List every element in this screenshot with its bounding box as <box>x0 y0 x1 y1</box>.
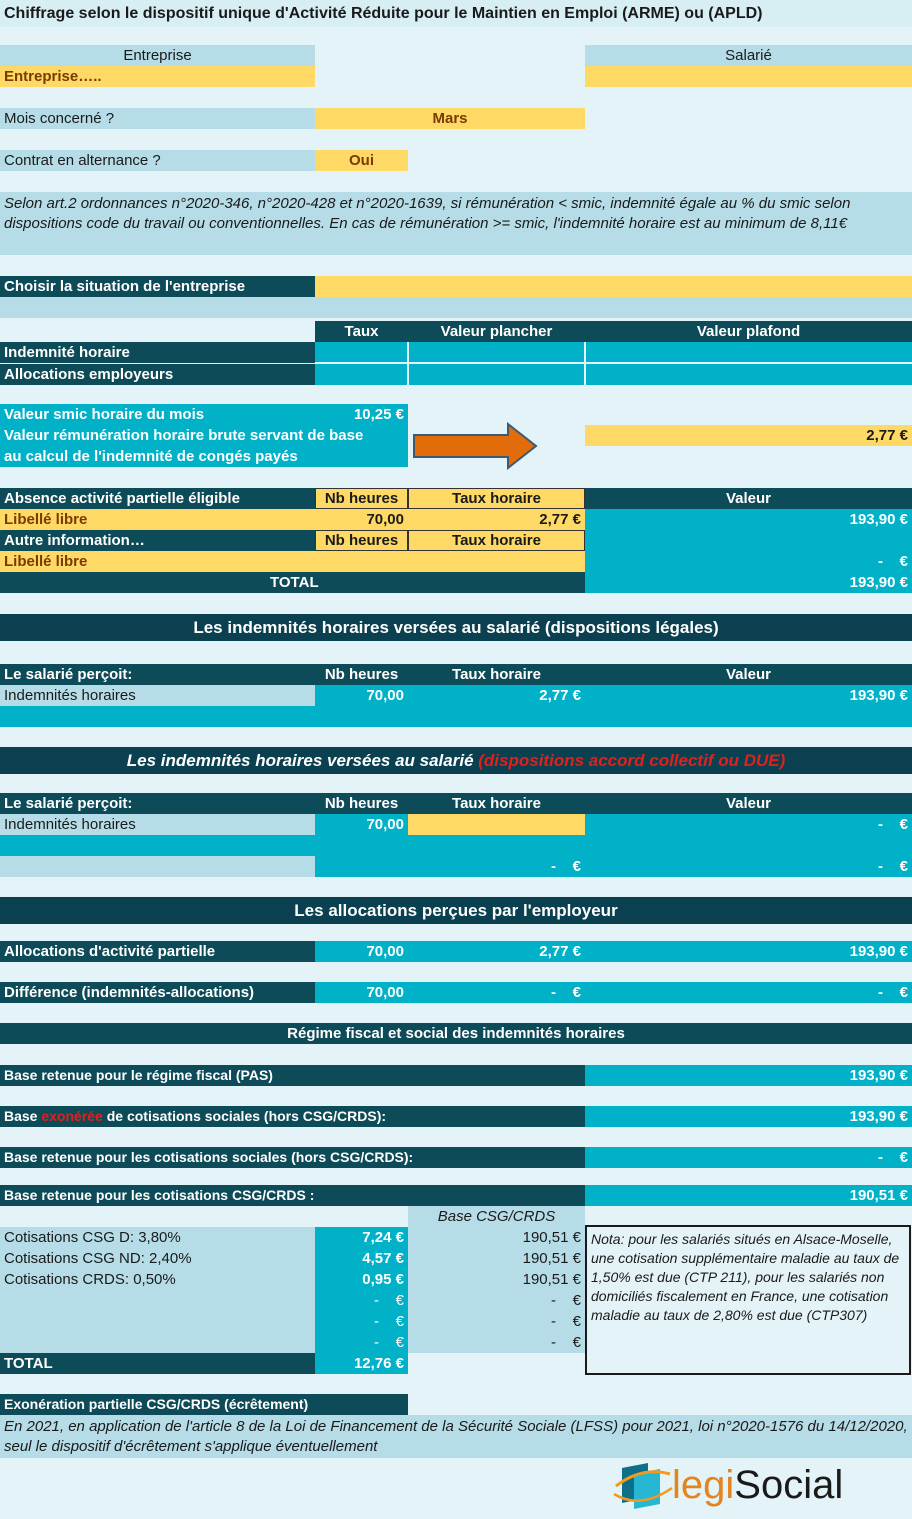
absence-row1-valeur: 193,90 € <box>585 509 912 530</box>
legisocial-logo-text <box>672 1462 892 1508</box>
exo-label <box>0 1106 585 1127</box>
cotisations-total-value: 12,76 € <box>315 1353 408 1374</box>
absence-row1-taux[interactable]: 2,77 € <box>408 509 585 530</box>
allocations-plafond-cell <box>586 364 912 385</box>
entreprise-input[interactable]: Entreprise….. <box>0 66 315 87</box>
accord-row3-valeur: - € <box>585 856 912 877</box>
legal-col-taux: Taux horaire <box>408 664 585 685</box>
cotisation-row-2-value: 0,95 € <box>362 1271 404 1288</box>
contrat-select[interactable]: Oui <box>315 150 408 171</box>
allocations-plancher-cell <box>409 364 584 385</box>
regime-title: Régime fiscal et social des indemnités horaires <box>0 1023 912 1044</box>
cotisation-row-0-label: Cotisations CSG D: 3,80% <box>4 1229 181 1246</box>
col-plancher: Valeur plancher <box>408 321 585 342</box>
cotisation-row-5-base: - € <box>550 1334 581 1351</box>
salarie-header: Salarié <box>585 45 912 66</box>
accord-row3-nb <box>315 856 408 877</box>
allocations-row2-valeur: - € <box>585 982 912 1003</box>
base-csg-header: Base CSG/CRDS <box>437 1208 556 1225</box>
legal-row-valeur: 193,90 € <box>585 685 912 706</box>
absence-col-taux: Taux horaire <box>408 488 585 509</box>
legal-spacer <box>0 706 912 727</box>
exoneration-label: Exonération partielle CSG/CRDS (écrêtement) <box>0 1394 408 1415</box>
exo-value: 193,90 € <box>585 1106 912 1127</box>
legal-label: Le salarié perçoit: <box>0 664 315 685</box>
legisocial-logo-icon <box>612 1460 674 1512</box>
situation-spacer <box>0 297 912 318</box>
legal-note: Selon art.2 ordonnances n°2020-346, n°2020-428 et n°2020-1639, si rémunération < smic, indemnité égale au % du smic selon dispositions code du travail ou conventionnelles. En cas de rémunération >= smic, l'indemnité horaire est au minimum de 8,11€ <box>0 192 912 255</box>
cotisation-row-2-base: 190,51 € <box>522 1271 581 1288</box>
cotisation-row-5-label <box>0 1332 315 1353</box>
accord-row-label: Indemnités horaires <box>0 814 315 835</box>
cotisation-row-3-value: - € <box>373 1292 404 1309</box>
allocations-section-title: Les allocations perçues par l'employeur <box>0 897 912 924</box>
contrat-label: Contrat en alternance ? <box>0 150 315 171</box>
col-plafond: Valeur plafond <box>585 321 912 342</box>
allocations-row1-label: Allocations d'activité partielle <box>0 941 315 962</box>
autre-col-taux: Taux horaire <box>408 530 585 551</box>
cotisation-row-3-label <box>0 1290 315 1311</box>
allocations-taux-cell <box>315 364 407 385</box>
exo-label-red: exonérée <box>41 1108 103 1124</box>
situation-label: Choisir la situation de l'entreprise <box>0 276 315 297</box>
allocations-row2-nb: 70,00 <box>315 982 408 1003</box>
absence-header-label: Absence activité partielle éligible <box>0 488 315 509</box>
accord-section-title <box>0 747 912 774</box>
page-title: Chiffrage selon le dispositif unique d'Activité Réduite pour le Maintien en Emploi (ARME) ou (APLD) <box>0 0 912 27</box>
indemnite-horaire-label: Indemnité horaire <box>0 342 315 363</box>
accord-title-main: Les indemnités horaires versées au salarié <box>126 751 479 770</box>
pas-label: Base retenue pour le régime fiscal (PAS) <box>0 1065 585 1086</box>
accord-title-red: (dispositions accord collectif ou DUE) <box>478 751 786 770</box>
allocations-row1-valeur: 193,90 € <box>585 941 912 962</box>
cotisation-row-0-base: 190,51 € <box>522 1229 581 1246</box>
soc-value: - € <box>585 1147 912 1168</box>
mois-label: Mois concerné ? <box>0 108 315 129</box>
exo-label-part3: de cotisations sociales (hors CSG/CRDS): <box>102 1108 387 1124</box>
accord-row3-taux: - € <box>408 856 585 877</box>
allocations-row1-taux: 2,77 € <box>408 941 585 962</box>
autre-col-nb: Nb heures <box>315 530 408 551</box>
alsace-moselle-note: Nota: pour les salariés situés en Alsace-Moselle, une cotisation supplémentaire maladie au taux de 1,50% est due (CTP 211), pour les salariés non domiciliés fiscalement en France, une cotisation maladie au taux de 2,80% est due (CTP307) <box>585 1225 911 1375</box>
logo-part2: Social <box>734 1463 844 1507</box>
accord-row-taux-input[interactable] <box>408 814 585 835</box>
allocations-employeurs-label: Allocations employeurs <box>0 364 315 385</box>
absence-row1-nb[interactable]: 70,00 <box>315 509 408 530</box>
absence-row2-label[interactable]: Libellé libre <box>0 551 315 572</box>
absence-row2-input[interactable] <box>315 551 585 572</box>
accord-label: Le salarié perçoit: <box>0 793 315 814</box>
accord-spacer <box>0 835 912 856</box>
absence-col-valeur: Valeur <box>585 488 912 509</box>
csg-value: 190,51 € <box>585 1185 912 1206</box>
accord-row-nb: 70,00 <box>315 814 408 835</box>
legal-row-taux: 2,77 € <box>408 685 585 706</box>
mois-select[interactable]: Mars <box>315 108 585 129</box>
remuneration-label-1: Valeur rémunération horaire brute servant de base <box>0 425 408 446</box>
accord-col-valeur: Valeur <box>585 793 912 814</box>
accord-row3-label <box>0 856 315 877</box>
cotisation-row-1-label: Cotisations CSG ND: 2,40% <box>4 1250 192 1267</box>
cotisation-row-4-label <box>0 1311 315 1332</box>
accord-col-nb: Nb heures <box>315 793 408 814</box>
pas-value: 193,90 € <box>585 1065 912 1086</box>
legal-row-label: Indemnités horaires <box>0 685 315 706</box>
legal-row-nb: 70,00 <box>315 685 408 706</box>
absence-total-label: TOTAL <box>266 572 346 593</box>
legal-section-title: Les indemnités horaires versées au salarié (dispositions légales) <box>0 614 912 641</box>
remuneration-value: 2,77 € <box>585 425 912 446</box>
cotisation-row-1-base: 190,51 € <box>522 1250 581 1267</box>
csg-label: Base retenue pour les cotisations CSG/CRDS : <box>0 1185 585 1206</box>
legal-col-valeur: Valeur <box>585 664 912 685</box>
cotisation-row-2-label: Cotisations CRDS: 0,50% <box>4 1271 176 1288</box>
cotisation-row-0-value: 7,24 € <box>362 1229 404 1246</box>
cotisations-total-label: TOTAL <box>0 1353 315 1374</box>
cotisation-row-5-value: - € <box>373 1334 404 1351</box>
allocations-row2-label: Différence (indemnités-allocations) <box>0 982 315 1003</box>
accord-col-taux: Taux horaire <box>408 793 585 814</box>
remuneration-label-2: au calcul de l'indemnité de congés payés <box>0 446 408 467</box>
indemnite-taux-cell <box>315 342 407 362</box>
exo-label-part1: Base <box>4 1108 42 1124</box>
legal-col-nb: Nb heures <box>315 664 408 685</box>
situation-select[interactable] <box>315 276 912 297</box>
autre-valeur-cell <box>585 530 912 551</box>
cotisation-row-3-base: - € <box>550 1292 581 1309</box>
indemnite-plafond-cell <box>586 342 912 362</box>
cotisation-row-4-value: - € <box>373 1313 404 1330</box>
indemnite-plancher-cell <box>409 342 584 362</box>
absence-total-valeur: 193,90 € <box>585 572 912 593</box>
cotisation-row-4-base: - € <box>550 1313 581 1330</box>
salarie-input[interactable] <box>585 66 912 87</box>
absence-row2-valeur: - € <box>585 551 912 572</box>
absence-row1-label[interactable]: Libellé libre <box>0 509 315 530</box>
allocations-row2-taux: - € <box>408 982 585 1003</box>
smic-label: Valeur smic horaire du mois <box>0 404 320 425</box>
entreprise-header: Entreprise <box>0 45 315 66</box>
logo-part1: legi <box>672 1463 735 1507</box>
accord-row-valeur: - € <box>585 814 912 835</box>
autre-info-label: Autre information… <box>0 530 315 551</box>
soc-label: Base retenue pour les cotisations sociales (hors CSG/CRDS): <box>0 1147 585 1168</box>
absence-col-nb: Nb heures <box>315 488 408 509</box>
col-taux: Taux <box>315 321 408 342</box>
allocations-row1-nb: 70,00 <box>315 941 408 962</box>
arrow-right-icon <box>412 422 538 470</box>
exoneration-note: En 2021, en application de l'article 8 de la Loi de Financement de la Sécurité Sociale (LFSS) pour 2021, loi n°2020-1576 du 14/12/2020, seul le dispositif d'écrêtement s'applique éventuellement <box>0 1415 912 1458</box>
smic-value: 10,25 € <box>320 404 408 425</box>
cotisation-row-1-value: 4,57 € <box>362 1250 404 1267</box>
